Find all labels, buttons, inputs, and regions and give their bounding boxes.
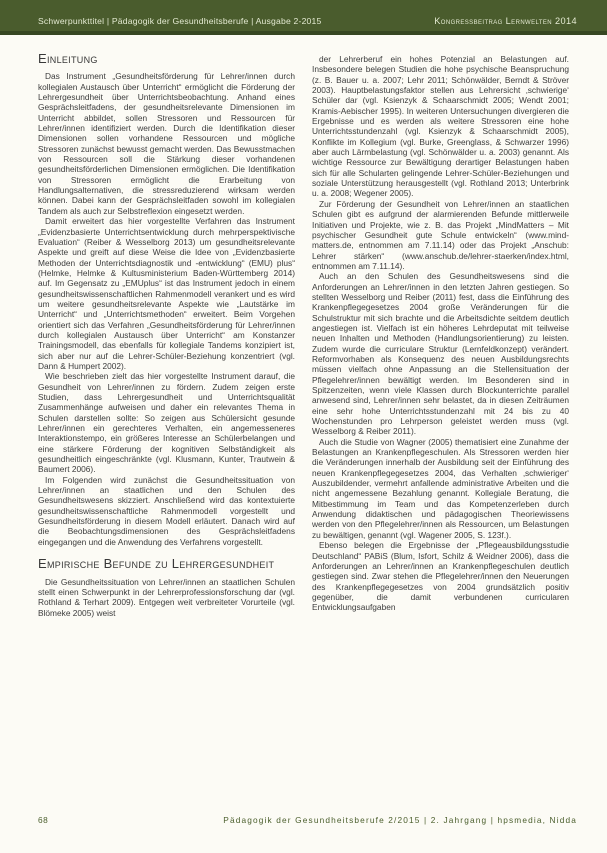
section-title-einleitung: Einleitung <box>38 51 98 66</box>
paragraph: Wie beschrieben zielt das hier vorgestellte Instrument darauf, die Gesundheit von Lehrer/innen zu fördern. Zudem zeigen erste Studien, dass Lehrergesundheit und Unterrichtsqualität Zusammenhänge aufweisen und daher ein relevantes Thema in Schulen darstellen sollte: So zeigen aus Schülersicht gesunde Lehrer/innen ein gerechteres Verhalten, ein angemesseneres Interaktionstempo, ein größeres Interesse an Schülerbelangen und eine stärkere Förderung der kognitiven Selbständigkeit als gesundheitlich eingeschränkte (vgl. Klusmann, Kunter, Trautwein & Baumert 2006). <box>38 371 295 475</box>
paragraph: der Lehrerberuf ein hohes Potenzial an Belastungen auf. Insbesondere belegen Studien die hohe psychische Beanspruchung (z. B. Bauer u. a. 2007; Lehr 2011; Schönwälder, Berndt & Ströver 2003). Hauptbelastungsfaktor stellen aus Lehrersicht ‚schwierige‘ Schüler dar (vgl. Ksienzyk & Schaarschmidt 2005; Wendt 2001; Kramis-Aebischer 1995). In weiteren Untersuchungen divergieren die Ergebnisse und es werden als weitere Stressoren eine hohe Unterrichtsstundenzahl (vgl. Ksienzyk & Schaarschmidt 2005), Konflikte im Kollegium (vgl. Burke, Greenglass, & Schwarzer 1996) aber auch Lärmbelastung (vgl. Schönwälder u. a. 2003) genannt. Als wichtige Ressource zur Bewältigung derartiger Belastungen haben sich für alle Schularten gelingende Lehrer-Schüler-Beziehungen und soziale Unterstützung herausgestellt (vgl. Rothland 2013; Unterbrink u. a. 2008; Wegener 2005). <box>312 54 569 199</box>
paragraph: Ebenso belegen die Ergebnisse der „Pflegeausbildungsstudie Deutschland“ PABiS (Blum, Isfort, Schilz & Weidner 2006), dass die Anforderungen an Lehrer/innen an Krankenpflegeschulen deutlich gestiegen sind. Zwar stehen die Pflegelehrer/innen den Neuerungen des Krankenpflegegesetzes von 2004 grundsätzlich positiv gegenüber, die damit verbundenen curricularen Entwicklungsaufgaben <box>312 540 569 613</box>
paragraph: Im Folgenden wird zunächst die Gesundheitssituation von Lehrer/innen an staatlichen und den Schulen des Gesundheitswesens skizziert. Anschließend wird das kontextuierte gesundheitswissenschaftliche Rahmenmodell vorgestellt und Gesundheitsförderung in diesem Modell erläutert. Danach wird auf die Beobachtungsdimensionen des Gesprächsleitfadens eingegangen und die Anwendung des Verfahrens vorgestellt. <box>38 474 295 547</box>
article-right-column <box>312 54 569 618</box>
paragraph: Auch die Studie von Wagner (2005) thematisiert eine Zunahme der Belastungen an Krankenpflegeschulen. Als Stressoren werden hier die Veränderungen innerhalb der Ausbildung seit der Einführung des neuen Krankenpflegegesetzes 2004, das Verhalten ‚schwieriger‘ Auszubildender, vermehrt anfallende administrative Arbeiten und die nicht angemessene Bezahlung genannt. Kollegiale Beratung, die Mitbestimmung im Team und das Kompetenzerleben durch Anwendung didaktischen und pädagogischen Theoriewissens werden von den Pflegelehrer/innen als Ressourcen, um Belastungen zu bewältigen, genannt (vgl. Wagener 2005, S. 123f.). <box>312 436 569 540</box>
header-right-text: Kongressbeitrag Lernwelten 2014 <box>434 16 577 26</box>
paragraph: Zur Förderung der Gesundheit von Lehrer/innen an staatlichen Schulen gibt es aufgrund der alarmierenden Befunde mittlerweile Initiativen und Projekte, wie z. B. das Projekt „MindMatters – Mit psychischer Gesundheit gute Schule entwickeln“ (www.mind-matters.de, entnommen am 7.11.14) oder das Projekt „Anschub: Lehrer stärken“ (www.anschub.de/lehrer-staerken/index.html, entnommen am 7.11.14). <box>312 198 569 271</box>
paragraph: Damit erweitert das hier vorgestellte Verfahren das Instrument „Evidenzbasierte Unterrichtsentwicklung durch mehrperspektivische Evaluation“ (Reiber & Wesselborg 2013) um gesundheitsrelevante Aspekte und greift auf diese Weise die Idee von „Evidenzbasierte Methoden der Unterrichtsdiagnostik und -entwicklung“ (EMU) plus“ (Helmke, Helmke & Kultusministerium Baden-Württemberg 2014) auf. Im Gegensatz zu „EMUplus“ ist das Instrument jedoch in einem gesundheitswissenschaftlichen Rahmenmodell verankert und es wird um weitere gesundheitsrelevante Aspekte wie „Lautstärke im Unterricht“ und „Unterrichtsmethoden“ erweitert. Beim Vorgehen orientiert sich das Verfahren „Gesundheitsförderung für Lehrer/innen durch kollegialen Austausch über Unterricht“ am Konstanzer Trainingsmodell, das ebenfalls für kollegiale Tandems konzipiert ist, sich aber nur auf die Lehrer-Schüler-Beziehung konzentriert (vgl. Dann & Humpert 2002). <box>38 216 295 371</box>
paragraph: Das Instrument „Gesundheitsförderung für Lehrer/innen durch kollegialen Austausch über Unterricht“ ermöglicht die Förderung der Lehrergesundheit über Unterrichtsbeobachtung. Anhand eines Gesprächsleitfadens, der gesundheitsrelevante Dimensionen im Unterricht abbildet, sollen Stressoren und Ressourcen für Lehrer/innen identifiziert werden. Durch die Identifikation dieser Dimensionen sollen vorhandene Ressourcen und mögliche Stressoren zunächst bewusst gemacht werden. Das Bewusstmachen von Ressourcen soll die Stärkung dieser vorhandenen gesundheitsförderlichen Dimensionen ermöglichen. Die Identifikation von Stressoren ermöglicht die Erarbeitung von Handlungsalternativen, die stressreduzierend wirksam werden können. Dabei kann der Gesprächsleitfaden sowohl im kollegialen Tandem als auch zur Selbstreflexion eingesetzt werden. <box>38 71 295 216</box>
paragraph: Die Gesundheitssituation von Lehrer/innen an staatlichen Schulen stellt einen Schwerpunkt in der Lehrerprofessionsforschung dar (vgl. Rothland & Terhart 2009). Entgegen weit verbreiteter Vorurteile (vgl. Blömeke 2005) weist <box>38 576 295 618</box>
page-footer <box>38 815 577 825</box>
paragraph: Auch an den Schulen des Gesundheitswesens sind die Anforderungen an Lehrer/innen in den letzten Jahren gestiegen. So stellten Wesselborg und Reiber (2011) fest, dass die Einführung des Krankenpflegegesetzes 2004 große Veränderungen für die Schulstruktur mit sich brachte und die Arbeitsdichte seitdem deutlich angestiegen ist. Vielfach ist ein höheres Lehrdeputat mit teilweise neuen Inhalten und Methoden (Handlungsorientierung) zu leisten. Zudem wurde die curriculare Struktur (Lernfeldkonzept) verändert. Reformvorhaben als Konsequenz des neuen Ausbildungsrechts müssen vielfach ohne Anpassung an die Stellensituation der Pflegelehrer/innen bewältigt werden. Im Besonderen sind in Spitzenzeiten, wenn viele Klassen durch Blockunterrichte parallel anwesend sind, Lehrer/innen sehr belastet, da in diesen Zeiträumen eine sehr hohe Unterrichtsstundenzahl mit 24 bis zu 40 Wochenstunden pro Lehrperson geleistet werden muss (vgl. Wesselborg & Reiber 2011). <box>312 271 569 437</box>
journal-header <box>0 0 607 31</box>
footer-journal-line: Pädagogik der Gesundheitsberufe 2/2015 | 2. Jahrgang | hpsmedia, Nidda <box>223 815 577 825</box>
article-body <box>0 35 607 618</box>
header-left-text: Schwerpunkttitel | Pädagogik der Gesundheitsberufe | Ausgabe 2-2015 <box>38 16 322 26</box>
article-left-column <box>38 51 295 618</box>
page-number: 68 <box>38 815 49 825</box>
section-title-empirische-befunde: Empirische Befunde zu Lehrergesundheit <box>38 556 275 572</box>
